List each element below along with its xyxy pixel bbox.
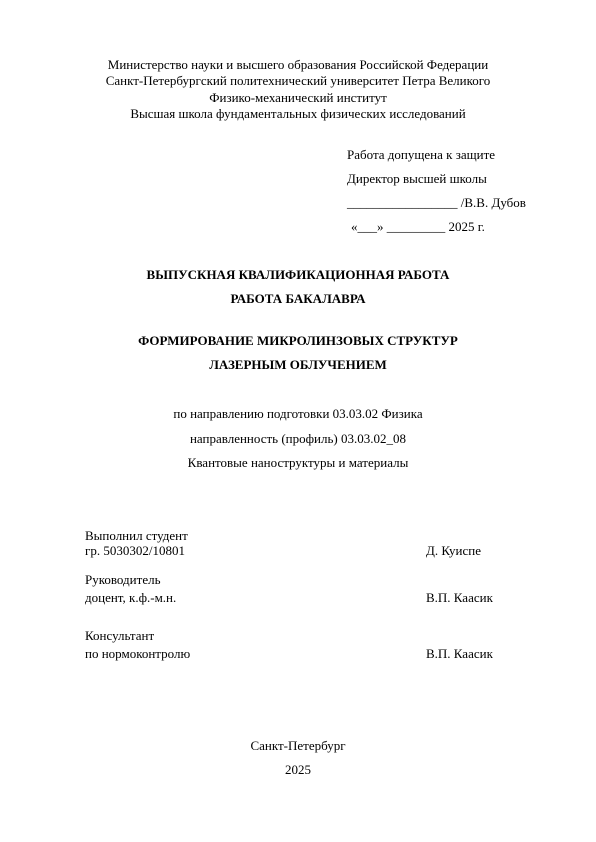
ministry-line: Министерство науки и высшего образования Российской Федерации bbox=[107, 57, 489, 72]
consultant-role: Консультант bbox=[85, 628, 155, 643]
student-name: Д. Куиспе bbox=[426, 543, 482, 558]
supervisor-role: Руководитель bbox=[85, 572, 161, 587]
approval-line-1: Работа допущена к защите bbox=[347, 147, 496, 162]
city: Санкт-Петербург bbox=[250, 738, 346, 753]
institute-line: Физико-механический институт bbox=[209, 90, 387, 105]
school-line: Высшая школа фундаментальных физических исследований bbox=[130, 106, 466, 121]
approval-signature-line: _________________ /В.В. Дубов bbox=[347, 195, 526, 210]
approval-line-2: Директор высшей школы bbox=[347, 171, 487, 186]
work-type: ВЫПУСКНАЯ КВАЛИФИКАЦИОННАЯ РАБОТА bbox=[146, 267, 450, 282]
approval-date-line: «___» _________ 2025 г. bbox=[351, 219, 485, 234]
university-line: Санкт-Петербургский политехнический университет Петра Великого bbox=[105, 73, 491, 88]
supervisor-name: В.П. Каасик bbox=[426, 590, 493, 605]
direction-line-2: направленность (профиль) 03.03.02_08 bbox=[189, 431, 407, 446]
work-title-line-2: ЛАЗЕРНЫМ ОБЛУЧЕНИЕМ bbox=[209, 357, 387, 372]
year: 2025 bbox=[285, 762, 311, 777]
direction-line-3: Квантовые наноструктуры и материалы bbox=[187, 455, 409, 470]
student-role: Выполнил студент bbox=[85, 528, 188, 543]
consultant-area: по нормоконтролю bbox=[85, 646, 191, 661]
direction-line-1: по направлению подготовки 03.03.02 Физика bbox=[173, 406, 423, 421]
supervisor-title: доцент, к.ф.-м.н. bbox=[85, 590, 177, 605]
work-title-line-1: ФОРМИРОВАНИЕ МИКРОЛИНЗОВЫХ СТРУКТУР bbox=[138, 333, 458, 348]
student-group: гр. 5030302/10801 bbox=[85, 543, 185, 558]
work-subtype: РАБОТА БАКАЛАВРА bbox=[230, 291, 366, 306]
consultant-name: В.П. Каасик bbox=[426, 646, 493, 661]
